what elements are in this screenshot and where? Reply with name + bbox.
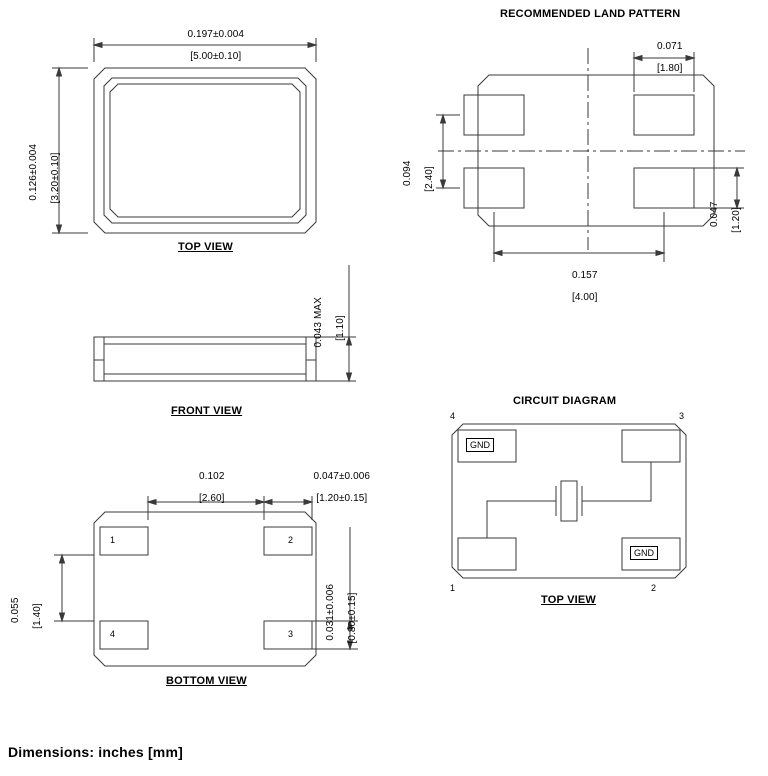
circuit-diagram-traces	[487, 462, 651, 538]
top-view-title: TOP VIEW	[178, 241, 233, 253]
bottom-view-pad-width-mm: [1.20±0.15]	[316, 493, 368, 504]
circuit-pin-4: 4	[450, 411, 456, 421]
circuit-diagram-sub-title: TOP VIEW	[541, 594, 596, 606]
circuit-gnd-label-2: GND	[630, 546, 658, 560]
land-pattern-pad-width-inch: 0.071	[656, 41, 683, 52]
bottom-view-pad-height-mm: [0.80±0.15]	[347, 592, 358, 644]
front-view-thickness-mm: [1.10]	[335, 315, 346, 341]
bottom-view-pin-3: 3	[288, 629, 294, 639]
bottom-view-pitch-inch: 0.102	[198, 471, 225, 482]
top-view-height-mm: [3.20±0.10]	[50, 152, 61, 204]
land-pattern-pad-height-label	[698, 165, 764, 275]
land-pattern-row-mm: [2.40]	[424, 166, 435, 192]
bottom-view-row-inch: 0.055	[10, 597, 21, 624]
bottom-view-title: BOTTOM VIEW	[166, 675, 247, 687]
front-view-outline	[94, 337, 316, 381]
top-view-width-inch: 0.197±0.004	[187, 29, 245, 40]
front-view-title: FRONT VIEW	[171, 405, 243, 417]
circuit-gnd-label-4: GND	[466, 438, 494, 452]
land-pattern-pad-height-inch: 0.047	[709, 201, 720, 228]
circuit-pin-1: 1	[450, 583, 456, 593]
circuit-pin-2: 2	[651, 583, 657, 593]
bottom-view-pad-width-inch: 0.047±0.006	[313, 471, 371, 482]
land-pattern-pad-width-mm: [1.80]	[656, 63, 683, 74]
bottom-view-pad-height-label	[314, 558, 380, 678]
bottom-view-pin-1: 1	[110, 535, 116, 545]
land-pattern-title: RECOMMENDED LAND PATTERN	[500, 8, 681, 20]
bottom-view-row-label	[0, 561, 65, 671]
land-pattern-pad-width-label	[619, 30, 709, 85]
bottom-view-pin-4: 4	[110, 629, 116, 639]
bottom-view-pitch-mm: [2.60]	[198, 493, 225, 504]
front-view-thickness-inch: 0.043 MAX	[313, 297, 324, 348]
bottom-view-row-mm: [1.40]	[32, 603, 43, 629]
top-view-width-mm: [5.00±0.10]	[190, 51, 242, 62]
top-view-width-label	[155, 18, 265, 73]
land-pattern-pad-height-mm: [1.20]	[731, 207, 742, 233]
land-pattern-row-inch: 0.094	[402, 160, 413, 187]
land-pattern-pitch-dimension	[494, 212, 664, 262]
bottom-view-pitch-label	[161, 460, 251, 515]
circuit-diagram-title: CIRCUIT DIAGRAM	[513, 395, 617, 407]
bottom-view-pin-2: 2	[288, 535, 294, 545]
top-view-height-label	[17, 118, 83, 238]
top-view-height-inch: 0.126±0.004	[28, 143, 39, 201]
front-view-thickness-label	[302, 268, 368, 388]
land-pattern-pitch-label	[534, 259, 624, 314]
land-pattern-pitch-mm: [4.00]	[571, 292, 598, 303]
circuit-pin-3: 3	[679, 411, 685, 421]
bottom-view-pad-width-label	[276, 460, 396, 515]
bottom-view-pad-height-inch: 0.031±0.006	[325, 583, 336, 641]
top-view-outline	[94, 68, 316, 233]
land-pattern-pitch-inch: 0.157	[571, 270, 598, 281]
land-pattern-row-label	[391, 124, 457, 234]
dimensions-note: Dimensions: inches [mm]	[8, 744, 183, 760]
bottom-view-outline	[94, 512, 316, 666]
